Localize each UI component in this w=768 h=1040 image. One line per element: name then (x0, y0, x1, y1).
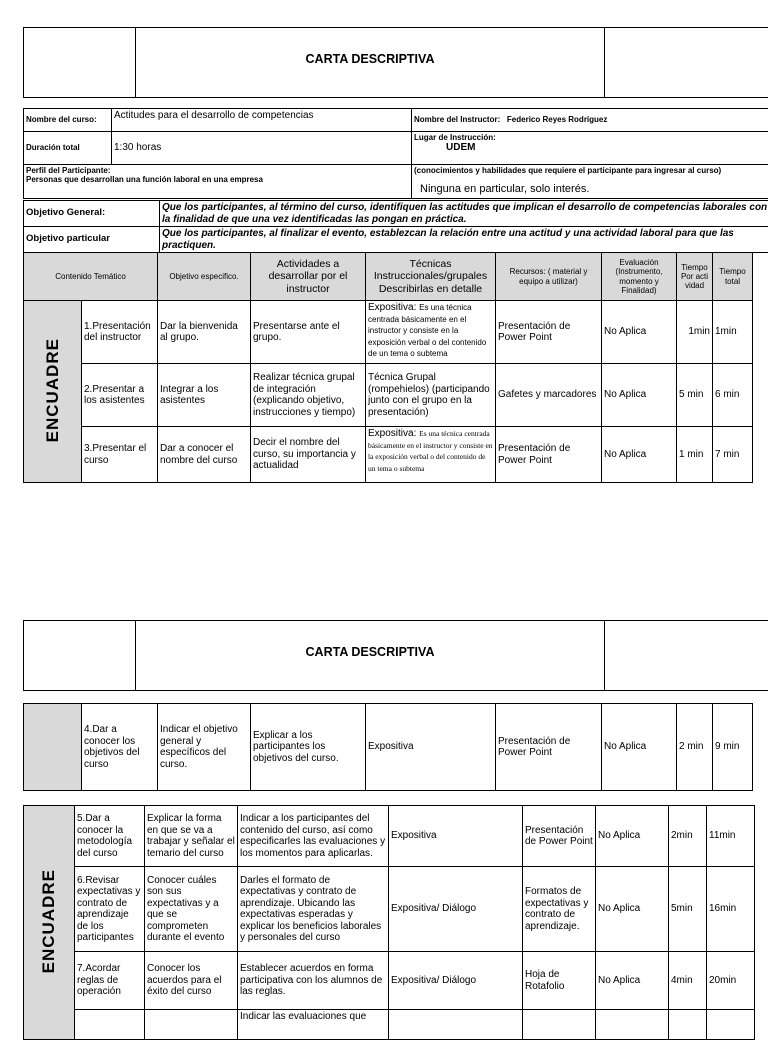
info-table (23, 108, 768, 199)
activities-table-2 (23, 703, 753, 791)
row-tecnica (366, 427, 496, 483)
row-evaluacion: No Aplica (602, 301, 677, 364)
row-actividades: Decir el nombre del curso, su importancia y actualidad (251, 427, 366, 483)
row-recursos (523, 1010, 596, 1040)
table-row (24, 867, 755, 952)
particular-objective-label: Objetivo particular (24, 227, 160, 253)
row-actividades: Indicar a los participantes del contenido del curso, así como especificarles las evaluaciones y los momentos para aplicarlas. (238, 806, 389, 867)
row-tiempo: 5min (669, 867, 707, 952)
row-tecnica: Expositiva/ Diálogo (389, 952, 523, 1010)
particular-objective-value: Que los participantes, al finalizar el evento, establezcan la relación entre una actitud y una actividad laboral para que las practiquen. (160, 227, 768, 253)
row-tecnica: Expositiva/ Diálogo (389, 867, 523, 952)
row-tiempo: 1 min (677, 427, 713, 483)
table-row (24, 1010, 755, 1040)
row-recursos: Presentación de Power Point (496, 301, 602, 364)
row-contenido: 3.Presentar el curso (82, 427, 158, 483)
row-tecnica (389, 1010, 523, 1040)
section-label-2: ENCUADRE (39, 869, 59, 973)
row-total: 1min (713, 301, 753, 364)
row-objetivo: Dar la bienvenida al grupo. (158, 301, 251, 364)
table-row (24, 427, 753, 483)
row-tiempo: 4min (669, 952, 707, 1010)
row-tecnica (366, 364, 496, 427)
row-recursos: Formatos de expectativas y contrato de aprendizaje. (523, 867, 596, 952)
tecnica-title: Expositiva: (368, 302, 416, 313)
row-recursos: Gafetes y marcadores (496, 364, 602, 427)
row-total: 11min (707, 806, 755, 867)
prereq-value: Ninguna en particular, solo interés. (414, 183, 768, 196)
row-recursos: Presentación de Power Point (496, 427, 602, 483)
tecnica-title: Técnica Grupal (rompehielos) (participando junto con el grupo en la presentación) (368, 372, 490, 418)
row-actividades: Establecer acuerdos en forma participativa con los alumnos de las reglas. (238, 952, 389, 1010)
row-evaluacion (596, 1010, 669, 1040)
table-row (24, 704, 753, 791)
activities-table-3 (23, 805, 755, 1040)
col-tiempo: Tiempo Por acti vidad (677, 253, 713, 301)
row-contenido: 6.Revisar expectativas y contrato de aprendizaje de los participantes (75, 867, 145, 952)
row-recursos: Hoja de Rotafolio (523, 952, 596, 1010)
row-objetivo: Dar a conocer el nombre del curso (158, 427, 251, 483)
row-evaluacion: No Aplica (596, 952, 669, 1010)
row-tiempo: 2 min (677, 704, 713, 791)
tecnica-detail: Es una técnica centrada básicamente en el instructor y consiste en la exposición verbal o del contenido de un tema o subtema (368, 429, 493, 473)
general-objective-value: Que los participantes, al término del curso, identifiquen las actitudes que implican el desarrollo de competencias laborales con la finalidad de que una vez identificadas las pongan en práctica. (160, 201, 768, 227)
col-recursos: Recursos: ( material y equipo a utilizar) (496, 253, 602, 301)
header-divider-right (604, 27, 605, 98)
row-contenido: 2.Presentar a los asistentes (82, 364, 158, 427)
col-total: Tiempo total (713, 253, 753, 301)
objectives-table (23, 200, 768, 253)
page-title-2: CARTA DESCRIPTIVA (136, 645, 604, 659)
row-contenido: 1.Presentación del instructor (82, 301, 158, 364)
prereq-cell (412, 165, 768, 199)
row-objetivo: Conocer cuáles son sus expectativas y a que se comprometen durante el evento (145, 867, 238, 952)
tecnica-title: Expositiva: (368, 428, 416, 439)
row-contenido: 4.Dar a conocer los objetivos del curso (82, 704, 158, 791)
instructor-cell (412, 109, 768, 132)
row-objetivo: Integrar a los asistentes (158, 364, 251, 427)
duration-value: 1:30 horas (112, 132, 412, 165)
section-label-cell-2 (24, 806, 75, 1040)
table-row (24, 806, 755, 867)
duration-label: Duración total (24, 132, 112, 165)
row-total: 16min (707, 867, 755, 952)
section-label-cell (24, 301, 82, 483)
row-evaluacion: No Aplica (602, 704, 677, 791)
header2-divider-right (604, 620, 605, 691)
profile-label: Perfil del Participante: (26, 166, 409, 175)
row-evaluacion: No Aplica (602, 427, 677, 483)
row-tiempo: 1min (677, 301, 713, 364)
row-objetivo: Conocer los acuerdos para el éxito del curso (145, 952, 238, 1010)
place-label: Lugar de Instrucción: (414, 133, 768, 142)
place-value: UDEM (414, 142, 768, 154)
row-total: 7 min (713, 427, 753, 483)
row-tecnica (366, 301, 496, 364)
row-contenido: 7.Acordar reglas de operación (75, 952, 145, 1010)
row-contenido (75, 1010, 145, 1040)
place-cell (412, 132, 768, 165)
col-evaluacion: Evaluación (Instrumento, momento y Finalidad) (602, 253, 677, 301)
section-blank-cell (24, 704, 82, 791)
table-row (24, 301, 753, 364)
col-objetivo: Objetivo especifico. (158, 253, 251, 301)
row-total: 9 min (713, 704, 753, 791)
row-tecnica: Expositiva (389, 806, 523, 867)
row-objetivo (145, 1010, 238, 1040)
tecnica-detail: Es una técnica centrada básicamente en el instructor y consiste en la exposición verbal o del contenido de un tema o subtema (368, 303, 486, 358)
row-tiempo (669, 1010, 707, 1040)
general-objective-label: Objetivo General: (24, 201, 160, 227)
row-objetivo: Explicar la forma en que se va a trabajar y señalar el temario del curso (145, 806, 238, 867)
row-actividades: Indicar las evaluaciones que (238, 1010, 389, 1040)
col-tecnicas: Técnicas Instruccionales/grupales Describirlas en detalle (366, 253, 496, 301)
row-tecnica: Expositiva (366, 704, 496, 791)
row-evaluacion: No Aplica (596, 867, 669, 952)
activities-table (23, 252, 753, 483)
row-objetivo: Indicar el objetivo general y específicos del curso. (158, 704, 251, 791)
row-actividades: Realizar técnica grupal de integración (explicando objetivo, instrucciones y tiempo) (251, 364, 366, 427)
page-title: CARTA DESCRIPTIVA (136, 52, 604, 66)
row-total: 6 min (713, 364, 753, 427)
instructor-value: Federico Reyes Rodríguez (507, 115, 607, 124)
section-label: ENCUADRE (43, 338, 63, 442)
course-label: Nombre del curso: (24, 109, 112, 132)
prereq-label: (conocimientos y habilidades que requiere el participante para ingresar al curso) (414, 166, 768, 175)
row-tiempo: 2min (669, 806, 707, 867)
instructor-label: Nombre del Instructor: (414, 115, 500, 124)
row-total: 20min (707, 952, 755, 1010)
row-actividades: Darles el formato de expectativas y contrato de aprendizaje. Ubicando las expectativas esperadas y explicar los beneficios laborales y personales del curso (238, 867, 389, 952)
row-evaluacion: No Aplica (596, 806, 669, 867)
row-contenido: 5.Dar a conocer la metodología del curso (75, 806, 145, 867)
row-actividades: Presentarse ante el grupo. (251, 301, 366, 364)
row-total (707, 1010, 755, 1040)
profile-value: Personas que desarrollan una función laboral en una empresa (26, 175, 409, 184)
row-evaluacion: No Aplica (602, 364, 677, 427)
row-actividades: Explicar a los participantes los objetivos del curso. (251, 704, 366, 791)
table-row (24, 364, 753, 427)
col-actividades: Actividades a desarrollar por el instructor (251, 253, 366, 301)
table-row (24, 952, 755, 1010)
row-recursos: Presentación de Power Point (496, 704, 602, 791)
course-value: Actitudes para el desarrollo de competencias (112, 109, 412, 132)
profile-cell (24, 165, 412, 199)
col-contenido: Contenido Temático (24, 253, 158, 301)
row-recursos: Presentación de Power Point (523, 806, 596, 867)
row-tiempo: 5 min (677, 364, 713, 427)
